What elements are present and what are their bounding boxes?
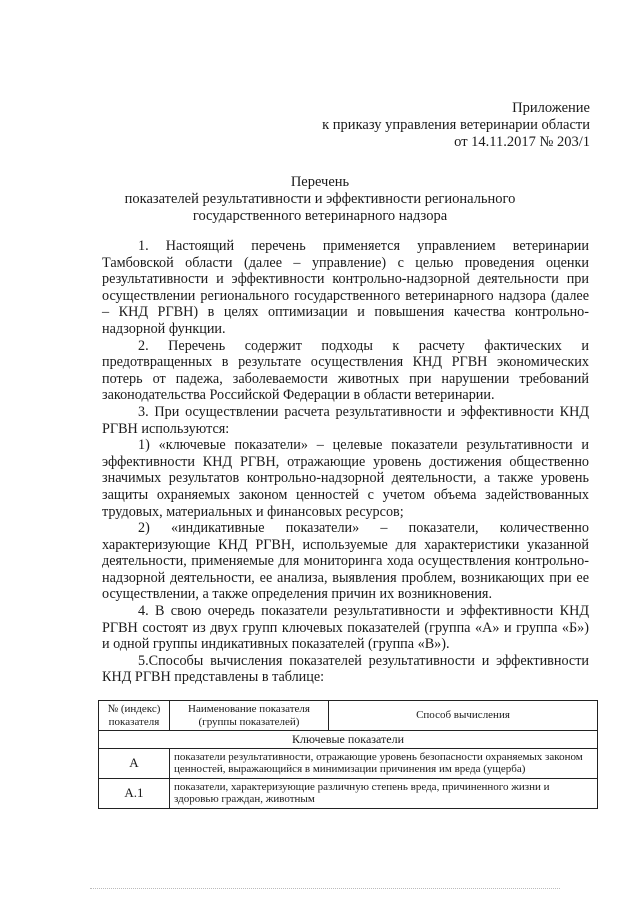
bottom-divider — [90, 888, 560, 889]
title-line-3: государственного ветеринарного надзора — [192, 208, 448, 224]
header-method: Способ вычисления — [329, 701, 598, 731]
header-index: № (индекс) показателя — [99, 701, 170, 731]
paragraph-3-item-2: 2) «индикативные показатели» – показатели, количественно характеризующие КНД РГВН, используемые для характеристики указанной деятельности, применяемые для мониторинга хода осуществления контрольно-надзорной деятельности, ее анализа, выявления проблем, возникающих при ее осуществлении, а также определения причин их возникновения. — [102, 520, 589, 603]
paragraph-3: 3. При осуществлении расчета результативности и эффективности КНД РГВН используются: — [102, 403, 589, 437]
table-row — [99, 748, 598, 778]
table-row — [99, 778, 598, 808]
indicators-table — [98, 700, 598, 809]
paragraph-2: 2. Перечень содержит подходы к расчету фактических и предотвращенных в результате осуществления КНД РГВН экономических потерь от падежа, заболеваемости животных при нарушении требований законодательства Российской Федерации в области ветеринарии. — [102, 337, 589, 404]
title-line-1: Перечень — [290, 174, 350, 190]
group-label: Ключевые показатели — [99, 731, 598, 749]
paragraph-1: 1. Настоящий перечень применяется управлением ветеринарии Тамбовской области (далее – управление) с целью проведения оценки результативности и эффективности контрольно-надзорной деятельности при осуществлении регионального государственного ветеринарного надзора (далее – КНД РГВН) в целях оптимизации и повышения качества контрольно-надзорной функции. — [102, 238, 589, 337]
appendix-line-3: от 14.11.2017 № 203/1 — [454, 134, 590, 150]
paragraph-5: 5.Способы вычисления показателей результативности и эффективности КНД РГВН представлены в таблице: — [102, 652, 589, 686]
header-name: Наименование показателя (группы показателей) — [170, 701, 329, 731]
document-title — [0, 174, 640, 225]
paragraph-3-item-1: 1) «ключевые показатели» – целевые показатели результативности и эффективности КНД РГВН, отражающие уровень достижения общественно значимых результатов контрольно-надзорной деятельности, а также уровень защиты охраняемых законом ценностей с учетом объема задействованных трудовых, материальных и финансовых ресурсов; — [102, 437, 589, 520]
row-code: А — [99, 748, 170, 778]
appendix-line-1: Приложение — [512, 100, 590, 116]
table-header-row — [99, 701, 598, 731]
appendix-header — [322, 100, 590, 151]
table-group-row — [99, 731, 598, 749]
title-line-2: показателей результативности и эффективности регионального — [124, 191, 516, 207]
row-code: А.1 — [99, 778, 170, 808]
appendix-line-2: к приказу управления ветеринарии области — [322, 117, 590, 133]
row-description: показатели результативности, отражающие уровень безопасности охраняемых законом ценностей, выражающийся в минимизации причинения им вреда (ущерба) — [170, 748, 598, 778]
paragraph-4: 4. В свою очередь показатели результативности и эффективности КНД РГВН состоят из двух групп ключевых показателей (группа «А» и группа «Б») и одной группы индикативных показателей (группа «В»). — [102, 603, 589, 653]
row-description: показатели, характеризующие различную степень вреда, причиненного жизни и здоровью граждан, животным — [170, 778, 598, 808]
document-body — [102, 238, 589, 686]
